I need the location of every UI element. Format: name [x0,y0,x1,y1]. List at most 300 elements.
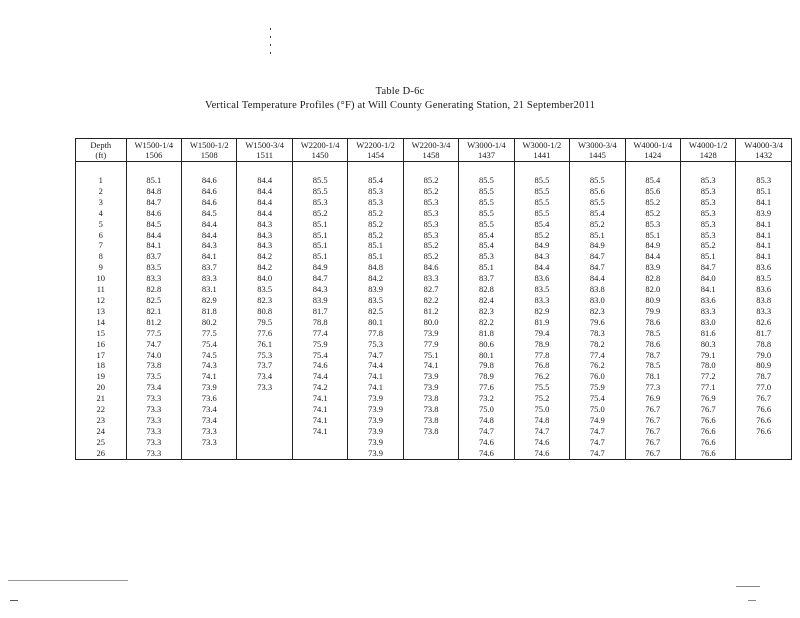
temperature-cell: 73.8 [403,426,458,437]
temperature-cell: 78.0 [680,360,735,371]
temperature-cell: 85.5 [459,186,514,197]
depth-cell: 24 [76,426,127,437]
temperature-cell: 85.4 [514,219,569,230]
table-row [76,350,792,361]
temperature-cell: 83.8 [570,284,625,295]
temperature-cell: 83.3 [182,273,237,284]
table-row [76,415,792,426]
temperature-cell: 84.1 [736,219,792,230]
temperature-cell: 73.4 [182,415,237,426]
temperature-cell: 83.9 [348,284,403,295]
temperature-cell: 81.7 [292,306,347,317]
column-header-id: 1458 [422,150,440,160]
temperature-cell: 75.4 [182,339,237,350]
depth-cell: 18 [76,360,127,371]
temperature-cell: 82.8 [459,284,514,295]
temperature-cell: 74.7 [514,426,569,437]
temperature-cell: 76.9 [625,393,680,404]
column-header-id: 1450 [311,150,329,160]
temperature-cell: 85.3 [403,230,458,241]
temperature-cell: 82.2 [403,295,458,306]
temperature-cell: 84.3 [514,251,569,262]
temperature-cell: 75.4 [570,393,625,404]
depth-header-name: Depth [90,140,112,150]
column-header [680,139,735,162]
depth-cell: 14 [76,317,127,328]
temperature-cell: 73.3 [126,393,181,404]
column-header-name: W4000-3/4 [744,140,784,150]
temperature-cell: 85.1 [736,186,792,197]
column-header-name: W2200-1/4 [300,140,340,150]
temperature-cell: 73.4 [237,371,292,382]
depth-header [76,139,127,162]
temperature-cell: 85.1 [348,240,403,251]
column-header [126,139,181,162]
temperature-cell: 85.3 [403,197,458,208]
temperature-cell: 77.6 [459,382,514,393]
temperature-cell: 85.5 [514,197,569,208]
temperature-cell: 76.6 [680,426,735,437]
temperature-cell: 84.0 [237,273,292,284]
temperature-cell: 74.1 [403,360,458,371]
temperature-cell: 78.9 [459,371,514,382]
temperature-cell: 82.9 [182,295,237,306]
column-header [237,139,292,162]
temperature-cell: 85.3 [348,197,403,208]
temperature-cell: 74.7 [570,437,625,448]
depth-cell: 21 [76,393,127,404]
temperature-cell: 79.0 [736,350,792,361]
table-row [76,404,792,415]
temperature-cell: 85.3 [680,175,735,186]
temperature-cell: 78.3 [570,328,625,339]
temperature-cell: 75.3 [237,350,292,361]
temperature-cell: 75.4 [292,350,347,361]
temperature-cell: 77.3 [625,382,680,393]
temperature-cell: 74.4 [348,360,403,371]
temperature-cell: 83.7 [182,262,237,273]
temperature-cell: 85.4 [459,230,514,241]
temperature-cell: 74.8 [459,415,514,426]
temperature-cell: 78.8 [736,339,792,350]
temperature-cell: 80.2 [182,317,237,328]
temperature-cell: 75.9 [292,339,347,350]
temperature-cell: 85.1 [292,240,347,251]
temperature-cell: 84.2 [237,251,292,262]
temperature-cell: 76.7 [625,426,680,437]
temperature-cell: 83.7 [459,273,514,284]
temperature-cell: 85.3 [403,208,458,219]
temperature-cell: 85.1 [348,251,403,262]
temperature-cell: 74.1 [292,393,347,404]
table-row [76,186,792,197]
temperature-cell: 78.2 [570,339,625,350]
temperature-cell: 85.2 [680,240,735,251]
table-row [76,284,792,295]
temperature-cell: 79.5 [237,317,292,328]
depth-cell: 25 [76,437,127,448]
column-header-id: 1445 [588,150,606,160]
temperature-cell: 84.7 [292,273,347,284]
table-row [76,393,792,404]
temperature-cell: 73.9 [348,437,403,448]
temperature-cell: 74.1 [348,371,403,382]
temperature-cell: 73.3 [182,437,237,448]
temperature-cell: 73.9 [403,328,458,339]
temperature-cell: 85.3 [680,230,735,241]
temperature-cell: 85.3 [292,197,347,208]
temperature-cell: 84.4 [570,273,625,284]
temperature-cell: 85.5 [570,197,625,208]
temperature-cell: 75.3 [348,339,403,350]
temperature-cell: 76.9 [680,393,735,404]
temperature-cell: 76.2 [570,360,625,371]
temperature-cell: 80.0 [403,317,458,328]
temperature-cell: 74.6 [514,437,569,448]
temperature-cell: 84.8 [348,262,403,273]
table-row [76,339,792,350]
temperature-cell: 84.4 [182,219,237,230]
temperature-cell: 84.6 [126,208,181,219]
temperature-cell: 77.4 [292,328,347,339]
temperature-cell: 85.2 [625,208,680,219]
depth-cell: 11 [76,284,127,295]
depth-cell: 13 [76,306,127,317]
depth-cell: 2 [76,186,127,197]
depth-cell: 22 [76,404,127,415]
temperature-cell: 83.6 [736,284,792,295]
temperature-cell: 83.9 [292,295,347,306]
temperature-cell: 74.4 [292,371,347,382]
column-header-id: 1454 [367,150,385,160]
temperature-cell: 85.1 [292,230,347,241]
temperature-cell: 74.7 [570,426,625,437]
temperature-cell: 85.3 [736,175,792,186]
temperature-cell: 85.3 [680,186,735,197]
temperature-cell: 84.6 [403,262,458,273]
temperature-cell: 85.1 [570,230,625,241]
temperature-cell: 73.3 [126,404,181,415]
temperature-cell: 83.5 [348,295,403,306]
column-header-id: 1441 [533,150,551,160]
scan-artifact-mark [736,586,760,587]
temperature-cell: 80.3 [680,339,735,350]
temperature-cell: 73.8 [126,360,181,371]
temperature-cell: 78.7 [625,350,680,361]
temperature-cell: 76.2 [514,371,569,382]
temperature-cell: 83.7 [126,251,181,262]
column-header-name: W3000-1/2 [522,140,562,150]
temperature-cell: 74.6 [292,360,347,371]
temperature-cell: 85.1 [292,251,347,262]
temperature-cell: 80.8 [237,306,292,317]
depth-cell: 8 [76,251,127,262]
temperature-cell: 73.9 [348,415,403,426]
temperature-cell: 80.1 [348,317,403,328]
temperature-cell: 85.3 [680,208,735,219]
temperature-cell: 76.7 [625,448,680,459]
temperature-cell: 76.8 [514,360,569,371]
temperature-cell: 83.5 [736,273,792,284]
temperature-cell: 83.9 [736,208,792,219]
temperature-cell: 80.6 [459,339,514,350]
table-row [76,437,792,448]
temperature-cell: 85.6 [570,186,625,197]
temperature-cell: 74.5 [182,350,237,361]
temperature-cell: 82.8 [126,284,181,295]
temperature-cell: 76.7 [680,404,735,415]
temperature-cell: 76.6 [736,415,792,426]
scan-artifact-mark [748,600,756,601]
table-row [76,295,792,306]
temperature-cell [292,437,347,448]
temperature-cell: 73.2 [459,393,514,404]
temperature-cell: 76.6 [680,437,735,448]
column-header-name: W2200-1/2 [356,140,395,150]
temperature-cell: 82.0 [625,284,680,295]
temperature-cell: 84.4 [126,230,181,241]
temperature-cell: 78.8 [292,317,347,328]
temperature-cell [237,448,292,459]
temperature-cell: 85.3 [403,219,458,230]
temperature-cell: 85.2 [403,251,458,262]
column-header [736,139,792,162]
temperature-cell: 74.9 [570,415,625,426]
depth-cell: 4 [76,208,127,219]
column-header-name: W1500-1/4 [134,140,174,150]
temperature-cell: 76.7 [625,404,680,415]
temperature-cell: 82.7 [403,284,458,295]
table-row [76,448,792,459]
depth-cell: 23 [76,415,127,426]
temperature-cell: 73.9 [348,393,403,404]
temperature-cell: 77.1 [680,382,735,393]
temperature-table [75,138,792,460]
table-body [76,162,792,460]
temperature-cell: 74.2 [292,382,347,393]
depth-cell: 1 [76,175,127,186]
temperature-cell: 84.9 [570,240,625,251]
temperature-cell [736,448,792,459]
table-row [76,240,792,251]
temperature-cell: 85.5 [292,186,347,197]
temperature-cell: 80.9 [625,295,680,306]
table-row [76,230,792,241]
temperature-cell: 82.3 [570,306,625,317]
temperature-cell: 73.9 [182,382,237,393]
temperature-cell: 74.1 [348,382,403,393]
temperature-cell: 79.8 [459,360,514,371]
temperature-cell: 76.6 [736,426,792,437]
temperature-cell: 82.8 [625,273,680,284]
temperature-cell: 85.1 [459,262,514,273]
temperature-cell: 77.6 [237,328,292,339]
column-header [459,139,514,162]
temperature-cell: 81.2 [126,317,181,328]
temperature-cell: 73.8 [403,393,458,404]
column-header-name: W3000-3/4 [577,140,617,150]
table-row [76,328,792,339]
temperature-cell: 74.6 [514,448,569,459]
temperature-cell: 77.2 [680,371,735,382]
temperature-cell [736,437,792,448]
temperature-cell: 81.7 [736,328,792,339]
column-header [348,139,403,162]
temperature-cell: 78.6 [625,317,680,328]
temperature-cell: 73.6 [182,393,237,404]
temperature-cell: 84.1 [736,197,792,208]
temperature-cell: 74.1 [292,415,347,426]
temperature-cell: 85.2 [348,219,403,230]
table-row [76,317,792,328]
temperature-cell: 77.4 [570,350,625,361]
temperature-cell: 84.1 [182,251,237,262]
temperature-cell: 84.7 [680,262,735,273]
column-header-name: W4000-1/4 [633,140,673,150]
table-row [76,360,792,371]
temperature-cell: 83.3 [680,306,735,317]
temperature-cell [237,415,292,426]
column-header-id: 1508 [200,150,218,160]
temperature-cell: 73.9 [348,404,403,415]
temperature-cell: 84.3 [237,240,292,251]
temperature-cell: 79.4 [514,328,569,339]
temperature-cell: 83.5 [237,284,292,295]
temperature-cell: 74.0 [126,350,181,361]
temperature-cell: 84.4 [514,262,569,273]
temperature-cell: 84.4 [237,175,292,186]
temperature-cell: 76.7 [625,415,680,426]
temperature-cell: 83.0 [680,317,735,328]
temperature-cell: 83.3 [736,306,792,317]
column-header-id: 1428 [699,150,717,160]
temperature-cell: 85.5 [514,186,569,197]
temperature-cell: 78.6 [625,339,680,350]
column-header-name: W2200-3/4 [411,140,451,150]
temperature-cell: 85.2 [514,230,569,241]
temperature-cell: 73.9 [348,426,403,437]
temperature-cell: 78.1 [625,371,680,382]
temperature-cell: 78.5 [625,328,680,339]
temperature-cell: 75.0 [514,404,569,415]
temperature-cell: 84.4 [182,230,237,241]
temperature-cell: 84.3 [292,284,347,295]
temperature-cell: 84.7 [570,251,625,262]
temperature-cell: 84.0 [680,273,735,284]
temperature-cell: 82.2 [459,317,514,328]
temperature-cell: 83.0 [570,295,625,306]
temperature-cell: 85.1 [126,175,181,186]
temperature-cell: 77.9 [403,339,458,350]
column-header-name: W1500-3/4 [245,140,285,150]
temperature-cell: 73.4 [182,404,237,415]
temperature-cell: 74.7 [459,426,514,437]
column-header-id: 1511 [256,150,274,160]
temperature-cell: 73.9 [403,371,458,382]
temperature-cell: 85.2 [570,219,625,230]
temperature-cell: 82.3 [237,295,292,306]
temperature-cell: 84.1 [736,251,792,262]
temperature-cell: 84.1 [736,240,792,251]
table-row [76,208,792,219]
temperature-cell: 84.5 [126,219,181,230]
temperature-cell: 75.2 [514,393,569,404]
temperature-cell: 85.4 [348,175,403,186]
temperature-cell: 85.2 [292,208,347,219]
temperature-cell: 81.2 [403,306,458,317]
temperature-cell [237,404,292,415]
temperature-cell: 85.4 [625,175,680,186]
column-header-name: W4000-1/2 [688,140,728,150]
temperature-cell: 83.1 [182,284,237,295]
temperature-cell: 85.3 [348,186,403,197]
temperature-cell: 84.9 [514,240,569,251]
temperature-cell: 83.6 [514,273,569,284]
table-header-row [76,139,792,162]
depth-cell: 5 [76,219,127,230]
temperature-cell: 78.5 [625,360,680,371]
temperature-cell: 74.8 [514,415,569,426]
temperature-cell: 77.0 [736,382,792,393]
temperature-cell: 74.6 [459,437,514,448]
depth-header-unit: (ft) [95,150,107,160]
temperature-cell: 82.3 [459,306,514,317]
temperature-cell: 76.6 [680,415,735,426]
column-header-id: 1424 [644,150,662,160]
table-caption: Vertical Temperature Profiles (°F) at Will County Generating Station, 21 September2011 [204,100,596,111]
depth-cell: 10 [76,273,127,284]
temperature-cell: 85.3 [459,251,514,262]
table-row [76,371,792,382]
temperature-cell: 85.2 [348,208,403,219]
temperature-cell: 84.5 [182,208,237,219]
temperature-cell: 85.3 [625,219,680,230]
depth-cell: 26 [76,448,127,459]
temperature-cell: 73.3 [237,382,292,393]
table-row [76,251,792,262]
temperature-cell: 82.6 [736,317,792,328]
temperature-cell: 74.1 [292,426,347,437]
temperature-cell [403,437,458,448]
temperature-cell: 84.4 [237,197,292,208]
temperature-cell: 80.9 [736,360,792,371]
temperature-cell: 84.4 [237,186,292,197]
temperature-cell: 76.6 [736,404,792,415]
column-header-id: 1432 [755,150,773,160]
temperature-cell: 83.3 [514,295,569,306]
temperature-cell: 85.5 [292,175,347,186]
temperature-cell: 85.2 [348,230,403,241]
temperature-cell: 74.1 [292,404,347,415]
temperature-cell: 82.1 [126,306,181,317]
column-header [625,139,680,162]
table-row [76,426,792,437]
depth-cell: 15 [76,328,127,339]
temperature-cell: 84.6 [182,186,237,197]
table-row [76,175,792,186]
temperature-cell: 85.4 [570,208,625,219]
temperature-cell: 75.0 [459,404,514,415]
temperature-cell: 85.3 [680,197,735,208]
temperature-cell: 73.3 [182,426,237,437]
temperature-cell: 78.7 [736,371,792,382]
depth-cell: 16 [76,339,127,350]
temperature-cell: 85.5 [459,208,514,219]
temperature-cell: 83.6 [680,295,735,306]
temperature-cell: 85.6 [625,186,680,197]
temperature-cell: 77.8 [348,328,403,339]
temperature-cell: 83.9 [625,262,680,273]
